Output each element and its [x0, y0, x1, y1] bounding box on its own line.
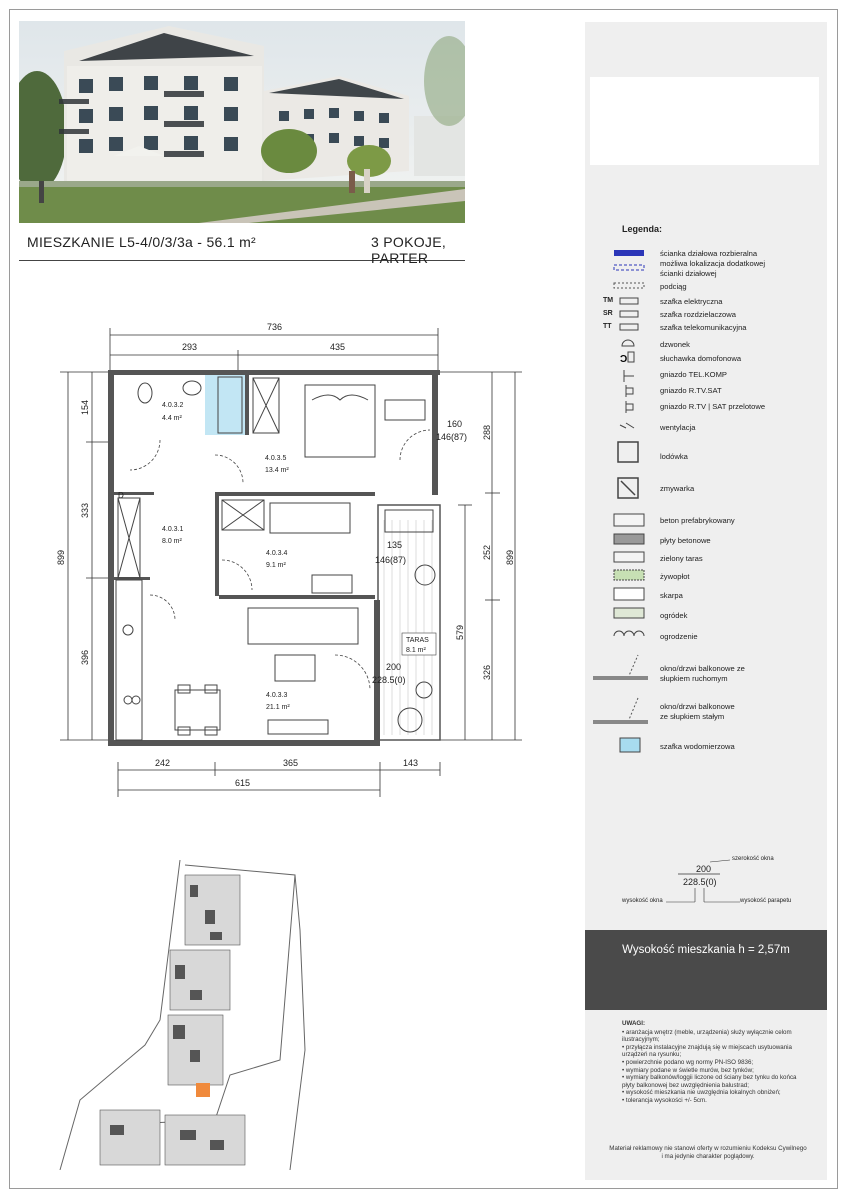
dim-bottom-right: 143 — [403, 758, 419, 768]
legend-item: możliwa lokalizacja dodatkowej — [660, 259, 766, 268]
dim-left-c: 396 — [80, 649, 90, 665]
room-code-terrace: TARAS — [406, 637, 429, 644]
dim-right-c: 326 — [482, 664, 492, 680]
svg-text:Ͻ: Ͻ — [620, 354, 628, 365]
room-area-bath: 4.4 m² — [162, 415, 182, 422]
window3-height: 228.5(0) — [372, 675, 406, 685]
room-code-hall: 4.0.3.1 — [162, 526, 184, 533]
legend-item: okno/drzwi balkonowe — [660, 702, 735, 711]
room-area-bedroom2: 9.1 m² — [266, 562, 286, 569]
note-item: • powierzchnie podano wg normy PN-ISO 9836; — [622, 1058, 754, 1066]
dim-left-a: 154 — [80, 399, 90, 415]
legend-item: gniazdo TEL.KOMP — [660, 370, 727, 379]
note-item: • aranżacja wnętrz (meble, urządzenia) służy wyłącznie celom ilustracyjnym; — [622, 1028, 792, 1044]
window-key-height: 228.5(0) — [683, 877, 717, 887]
legend-item: słuchawka domofonowa — [660, 354, 742, 363]
dim-right-a: 288 — [482, 424, 492, 440]
legend-item: szafka rozdzielaczowa — [660, 310, 736, 319]
legend-item: żywopłot — [660, 572, 690, 581]
room-code-living: 4.0.3.3 — [266, 692, 288, 699]
logo-placeholder — [590, 77, 819, 165]
note-item: • wysokość mieszkania nie uwzględnia lokalnych obniżeń; — [622, 1089, 781, 1097]
legend-item: ścianki działowej — [660, 269, 717, 278]
room-code-bath: 4.0.3.2 — [162, 402, 184, 409]
note-item: • wymiary podane w świetle murów, bez tynków; — [622, 1066, 754, 1074]
apartment-title: MIESZKANIE L5-4/0/3/3a - 56.1 m² — [27, 234, 257, 250]
room-area-bedroom1: 13.4 m² — [265, 467, 289, 474]
window-key-parapet-label: wysokość parapetu — [740, 898, 792, 904]
legend-abbr-tt: TT — [603, 323, 612, 330]
window2-width: 135 — [387, 540, 403, 550]
apartment-height-text: Wysokość mieszkania h = 2,57m — [622, 944, 790, 956]
window2-height: 146(87) — [375, 555, 407, 565]
legend-title: Legenda: — [622, 224, 663, 234]
room-code-bedroom1: 4.0.3.5 — [265, 455, 287, 462]
dim-bottom-mid: 365 — [283, 758, 299, 768]
dim-left-b: 333 — [80, 502, 90, 518]
notes-block — [622, 1020, 797, 1105]
dim-top-left: 293 — [182, 342, 198, 352]
disclaimer-footnote: Materiał reklamowy nie stanowi oferty w rozumieniu Kodeksu Cywilnego i ma jedynie charakter poglądowy. — [609, 1145, 807, 1160]
marker-d: D — [118, 491, 124, 500]
building-photo — [19, 21, 465, 223]
dim-bottom-total: 615 — [235, 778, 251, 788]
legend-abbr-tm: TM — [603, 297, 614, 304]
legend-item: słupkiem ruchomym — [660, 674, 728, 683]
rooms-floor: 3 POKOJE, PARTER — [371, 234, 447, 266]
window3-width: 200 — [386, 662, 402, 672]
window-key-width: 200 — [696, 864, 712, 874]
notes-title: UWAGI: — [622, 1020, 646, 1027]
legend-item: okno/drzwi balkonowe ze — [660, 664, 745, 673]
legend-item: skarpa — [660, 591, 683, 600]
room-area-terrace: 8.1 m² — [406, 647, 426, 654]
legend-item: zielony taras — [660, 554, 703, 563]
dim-right-total: 899 — [505, 549, 515, 565]
legend-item: beton prefabrykowany — [660, 516, 735, 525]
legend-item: płyty betonowe — [660, 536, 711, 545]
room-area-living: 21.1 m² — [266, 704, 290, 711]
note-item: • przyłącza instalacyjne znajdują się w miejscach usytuowania urządzeń na rysunku; — [622, 1043, 792, 1059]
site-key-plan — [50, 850, 350, 1170]
legend-item: gniazdo R.TV | SAT przelotowe — [660, 402, 766, 411]
window1-height: 146(87) — [436, 432, 468, 442]
legend-item: szafka elektryczna — [660, 297, 723, 306]
legend-item: ogrodzenie — [660, 632, 698, 641]
dim-top-right: 435 — [330, 342, 346, 352]
legend-item: dzwonek — [660, 340, 690, 349]
legend-item: gniazdo R.TV.SAT — [660, 386, 722, 395]
legend-item: lodówka — [660, 452, 688, 461]
apartment-header — [19, 230, 465, 266]
room-code-bedroom2: 4.0.3.4 — [266, 550, 288, 557]
legend-item: szafka telekomunikacyjna — [660, 323, 747, 332]
dim-top-total: 736 — [267, 322, 283, 332]
apartment-height-bar — [585, 930, 827, 1010]
room-area-hall: 8.0 m² — [162, 538, 182, 545]
note-item: • wymiary balkonów/loggii liczone od ściany bez tynku do końca płyty balkonowej bez uwzględnienia balustrad; — [622, 1074, 797, 1089]
dim-left-total: 899 — [56, 549, 66, 565]
legend-abbr-sr: SR — [603, 310, 613, 317]
legend-item: wentylacja — [660, 423, 696, 432]
legend-item: ze słupkiem stałym — [660, 712, 725, 721]
legend-item: szafka wodomierzowa — [660, 742, 735, 751]
dim-bottom-left: 242 — [155, 758, 171, 768]
window-key-height-label: wysokość okna — [622, 898, 663, 904]
dim-terrace: 579 — [455, 624, 465, 640]
note-item: • tolerancja wysokości +/- 5cm. — [622, 1096, 707, 1104]
legend-symbols — [588, 240, 648, 800]
legend-item: ścianka działowa rozbieralna — [660, 249, 758, 258]
window1-width: 160 — [447, 419, 463, 429]
window-key-width-label: szerokość okna — [732, 856, 774, 862]
highlighted-unit — [196, 1083, 210, 1097]
legend-item: ogródek — [660, 611, 688, 620]
dim-right-b: 252 — [482, 544, 492, 560]
legend-item: zmywarka — [660, 484, 695, 493]
legend-item: podciąg — [660, 282, 687, 291]
